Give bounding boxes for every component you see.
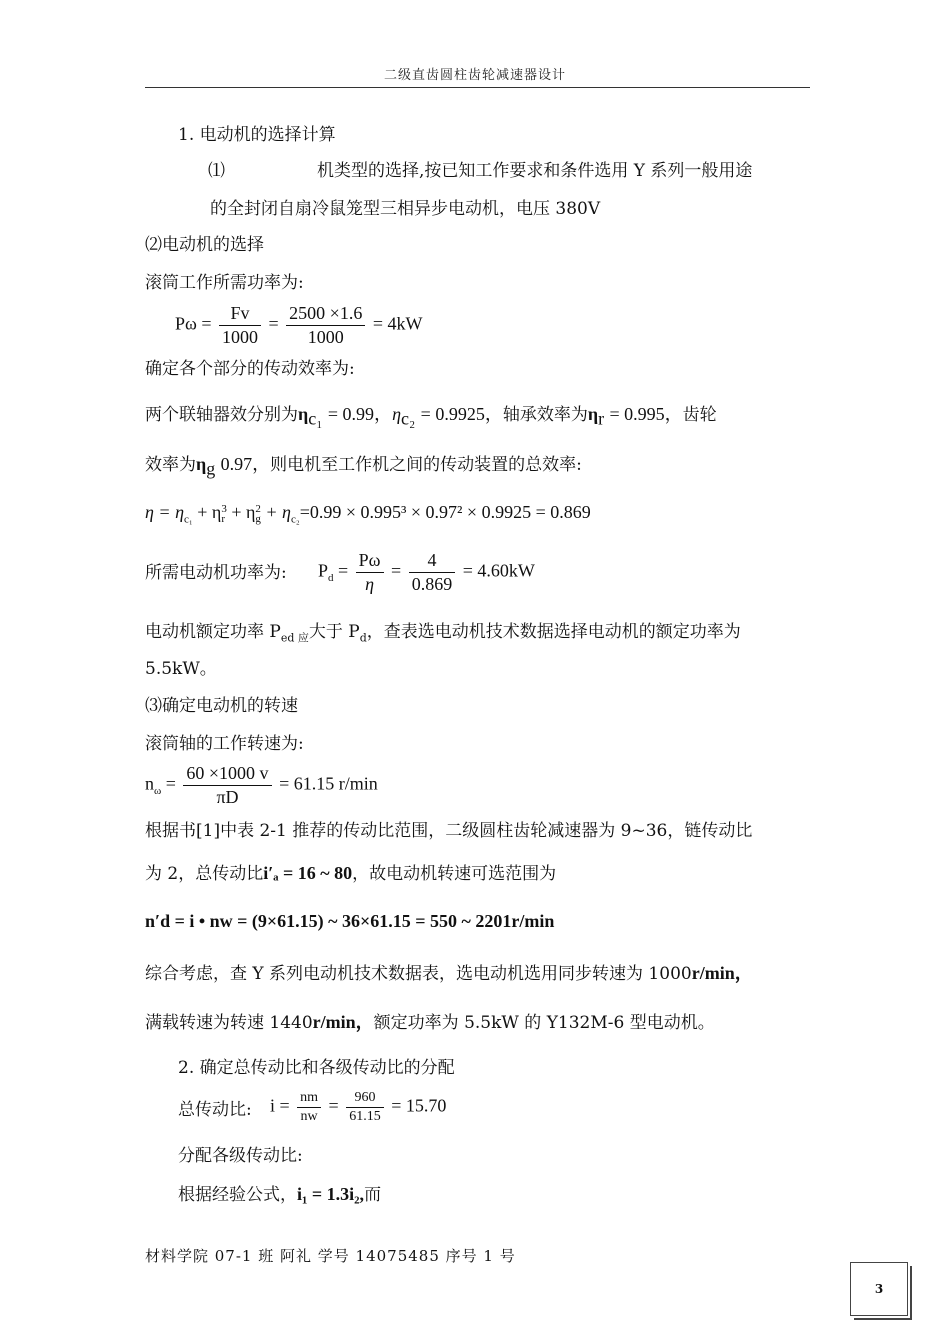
- pd-formula: $P_d$ = $\frac{P\omega}{\eta}$ = $\frac{4}{0.869}$ = 4.60kW: [318, 550, 535, 594]
- footer-info: 材料学院 07-1 班 阿礼 学号 14075485 序号 1 号: [145, 1247, 516, 1265]
- drum-power-label: 滚筒工作所需功率为:: [145, 273, 304, 293]
- pd-label: 所需电动机功率为:: [145, 563, 287, 583]
- efficiency-label: 确定各个部分的传动效率为:: [145, 359, 355, 379]
- sub1-line2: 的全封闭自扇冷鼠笼型三相异步电动机，电压 380V: [210, 199, 601, 219]
- sub1-marker: ⑴: [208, 161, 225, 181]
- header-divider: [145, 87, 810, 88]
- page-header-title: 二级直齿圆柱齿轮减速器设计: [383, 68, 566, 83]
- page-number: 3: [850, 1262, 908, 1316]
- empirical-formula-line: 根据经验公式，i₁ = 1.3i₂,而: [178, 1184, 382, 1205]
- sub2-heading: ⑵电动机的选择: [145, 235, 264, 255]
- nw-formula: $n_\omega$ = $\frac{60 \times 1000 v}{\pi D}$ = 61.15 r/min: [145, 763, 378, 807]
- total-efficiency-formula: $\eta = \eta_{c_1} + \eta$ 3 r + η 2 g + $\eta_{c_2}=0.99 \times 0.995^3 \times 0.97^2 \times 0.9925 = 0.869$: [145, 502, 591, 526]
- distribute-label: 分配各级传动比:: [178, 1146, 303, 1166]
- rated-power-line2: 5.5kW。: [145, 659, 217, 679]
- sub3-heading: ⑶确定电动机的转速: [145, 696, 298, 716]
- efficiency-line2: 效率为$\eta_g$ 0.97，则电机至工作机之间的传动装置的总效率:: [145, 454, 582, 479]
- nd-formula: n′d = i • nw = (9×61.15) ~ 36×61.15 = 550 ~ 2201r/min: [145, 911, 555, 931]
- efficiency-line1: 两个联轴器效分别为$\eta_{c_1} = 0.99$，$\eta_{c_2} = 0.9925$，轴承效率为$\eta_r = 0.995$，齿轮: [145, 404, 717, 429]
- section2-heading: 2. 确定总传动比和各级传动比的分配: [178, 1058, 455, 1078]
- total-ratio-label: 总传动比:: [178, 1100, 252, 1120]
- ratio-line2: 为 2，总传动比i′ₐ = 16 ~ 80，故电动机转速可选范围为: [145, 863, 557, 884]
- summary-line1: 综合考虑，查 Y 系列电动机技术数据表，选电动机选用同步转速为 1000r/min，: [145, 963, 753, 984]
- summary-line2: 满载转速为转速 1440r/min，额定功率为 5.5kW 的 Y132M-6 型电动机。: [145, 1012, 715, 1033]
- total-ratio-formula: i = $\frac{nm}{nw}$ = $\frac{960}{61.15}$ = 15.70: [270, 1090, 447, 1124]
- ratio-line1: 根据书[1]中表 2-1 推荐的传动比范围，二级圆柱齿轮减速器为 9~36，链传动比: [145, 821, 753, 841]
- pw-formula: Pω = $\frac{Fv}{1000}$ = $\frac{2500 \times 1.6}{1000}$ = 4kW: [175, 303, 423, 347]
- rated-power-line1: 电动机额定功率 $P_{ed 应}$大于 $P_d$，查表选电动机技术数据选择电动机的额定功率为: [145, 622, 741, 645]
- section1-heading: 1. 电动机的选择计算: [178, 125, 336, 145]
- sub1-line1: 机类型的选择,按已知工作要求和条件选用 Y 系列一般用途: [317, 161, 753, 181]
- drum-speed-label: 滚筒轴的工作转速为:: [145, 734, 304, 754]
